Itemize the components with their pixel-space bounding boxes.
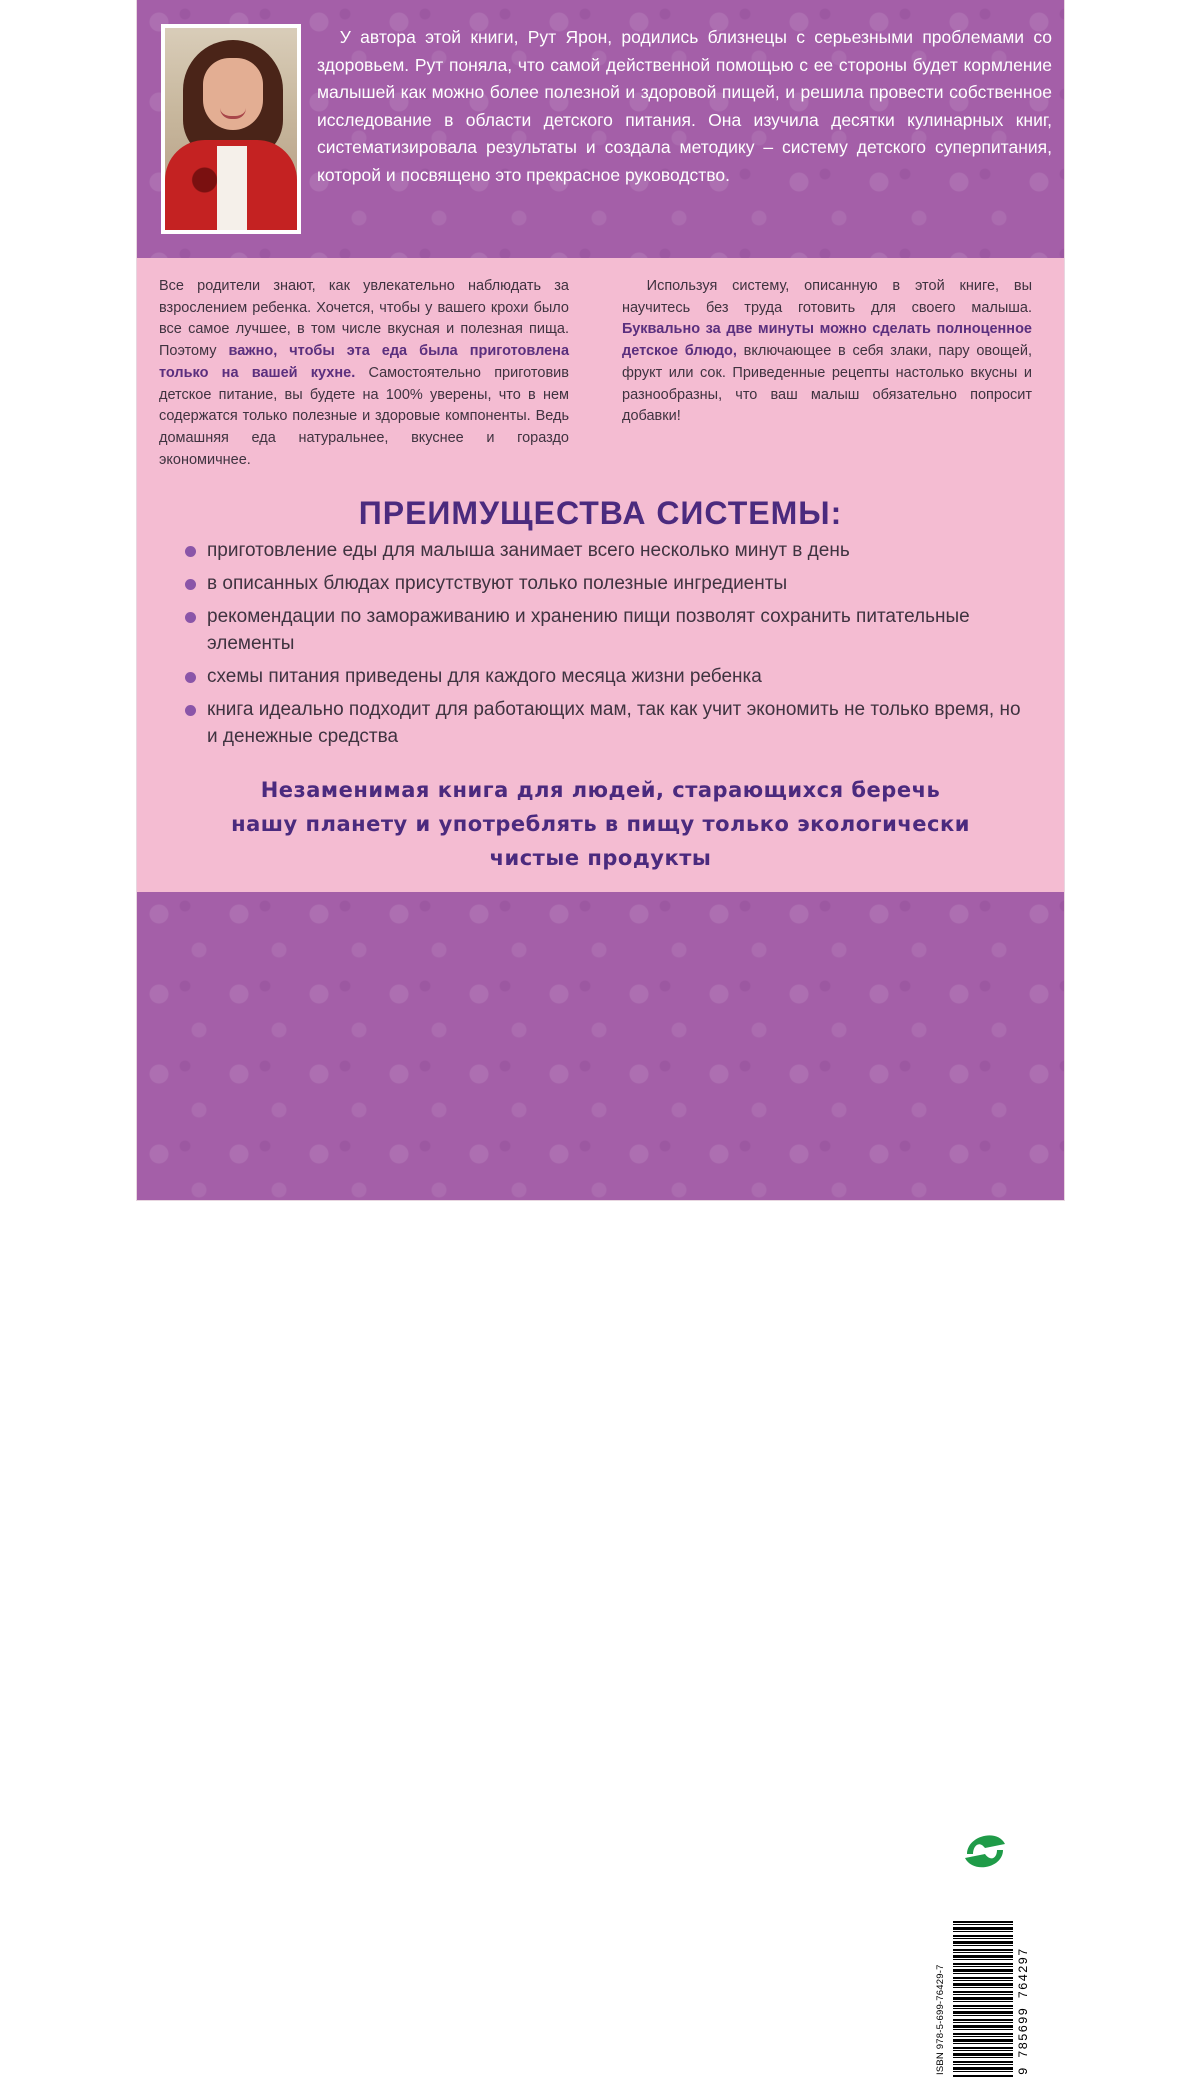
bullet-icon — [185, 705, 196, 716]
advantages-heading: ПРЕИМУЩЕСТВА СИСТЕМЫ: — [358, 495, 843, 531]
review-quote: Рут Ярон вновь сделала это! Первое издание этой книги было ошеломляющим открытием, а эта полностью обновленная версия – настоящая находка. Правильное питание очень важно для малышей, и Ярон дает родителям возможность кормить своих детей едой, которая покажется им великолепной – и при этом она будет простой, недорогой, безопасной и вкусной. — [534, 1811, 884, 1979]
intro-right-bold: Буквально за две минуты можно сделать полноценное детское блюдо, — [622, 321, 1032, 360]
review-berman — [147, 1809, 517, 2072]
barcode-digits: 9 785699 764297 — [1017, 1947, 1031, 2075]
barcode-bars — [953, 1921, 1013, 2077]
barcode — [931, 1915, 1039, 2083]
bullet-icon — [185, 546, 196, 557]
advantage-item: книга идеально подходит для работающих мам, так как учит экономить не только время, но и денежные средства — [177, 696, 1027, 750]
advantage-item: приготовление еды для малыша занимает всего несколько минут в день — [177, 537, 1027, 564]
slogan-line-3: чистые продукты — [489, 846, 712, 870]
eksmo-logo-icon — [945, 1810, 1025, 1890]
book-back-cover — [137, 0, 1064, 2075]
bullet-icon — [185, 612, 196, 623]
bullet-icon — [185, 579, 196, 590]
advantages-list — [177, 537, 1027, 756]
author-bio: У автора этой книги, Рут Ярон, родились близнецы с серьезными проблемами со здоровьем. Рут поняла, что самой действенной помощью с ее стороны будет кормление малышей как можно более полезной и здоровой пищей, и решила провести собственное исследование в области детского питания. Она изучила десятки кулинарных книг, систематизировала результаты и создала методику – систему детского суперпитания, которой и посвящено это прекрасное руководство. — [317, 27, 1052, 185]
advantage-item: в описанных блюдах присутствуют только полезные ингредиенты — [177, 570, 1027, 597]
top-purple-band — [137, 0, 1064, 258]
review-greene — [534, 1809, 904, 2051]
advantage-item: схемы питания приведены для каждого месяца жизни ребенка — [177, 663, 1027, 690]
advantage-item: рекомендации по замораживанию и хранению пищи позволят сохранить питательные элементы — [177, 603, 1027, 657]
author-photo — [161, 24, 301, 234]
isbn-text: ISBN 978-5-699-76429-7 — [935, 1964, 946, 2075]
slogan-line-1: Незаменимая книга для людей, старающихся беречь — [260, 778, 941, 802]
slogan-line-2: нашу планету и употреблять в пищу только экологически — [231, 812, 970, 836]
review-signature: Алан Грин, доктор медицины, педиатр, основатель сайта DrGreene.com и автор книги «Органическая пища для малышей» — [566, 1987, 904, 2047]
intro-right-column: Используя систему, описанную в этой книге, вы научитесь без труда готовить для своего малыша. Буквально за две минуты можно сделать полноценное детское блюдо, включающее в себя злаки, пару овощей, фрукт или сок. Приведенные рецепты настолько вкусны и разнообразны, что ваш малыш обязательно попросит добавки! — [622, 278, 1032, 425]
publisher-name: ЭКСМО — [962, 1890, 1008, 1902]
review-quote: Эта книга – своего рода библия кормления детей. Рут одержима всем, что касается малышей, их правильного питания и здоровья. Она провела масштабное исследование, которое сэкономит время работающих родителей. Это руководство содержит подсказки, рецепты и важную информацию, которая поможет вам в первые годы жизни вашего ребенка. — [147, 1811, 498, 1979]
bullet-icon — [185, 672, 196, 683]
bottom-purple-band — [137, 892, 1064, 2075]
review-signature: Доктор Дженн Берман, автор книги «Супермалыш: 12 способов дать вашему ребенку хороший старт в первые 3 года» — [210, 1987, 517, 2069]
intro-left-bold: важно, чтобы эта еда была приготовлена только на вашей кухне. — [159, 343, 570, 381]
slogan — [137, 773, 1064, 875]
intro-left-column: Все родители знают, как увлекательно наблюдать за взрослением ребенка. Хочется, чтобы у вашего крохи было все самое лучшее, в том числе вкусная и полезная пища. Поэтому важно, чтобы эта еда была приготовлена только на вашей кухне. Самостоятельно приготовив детское питание, вы будете на 100% уверены, что в нем содержатся только полезные и здоровые компоненты. Ведь домашняя еда натуральнее, вкуснее и гораздо экономичнее. — [159, 278, 570, 468]
